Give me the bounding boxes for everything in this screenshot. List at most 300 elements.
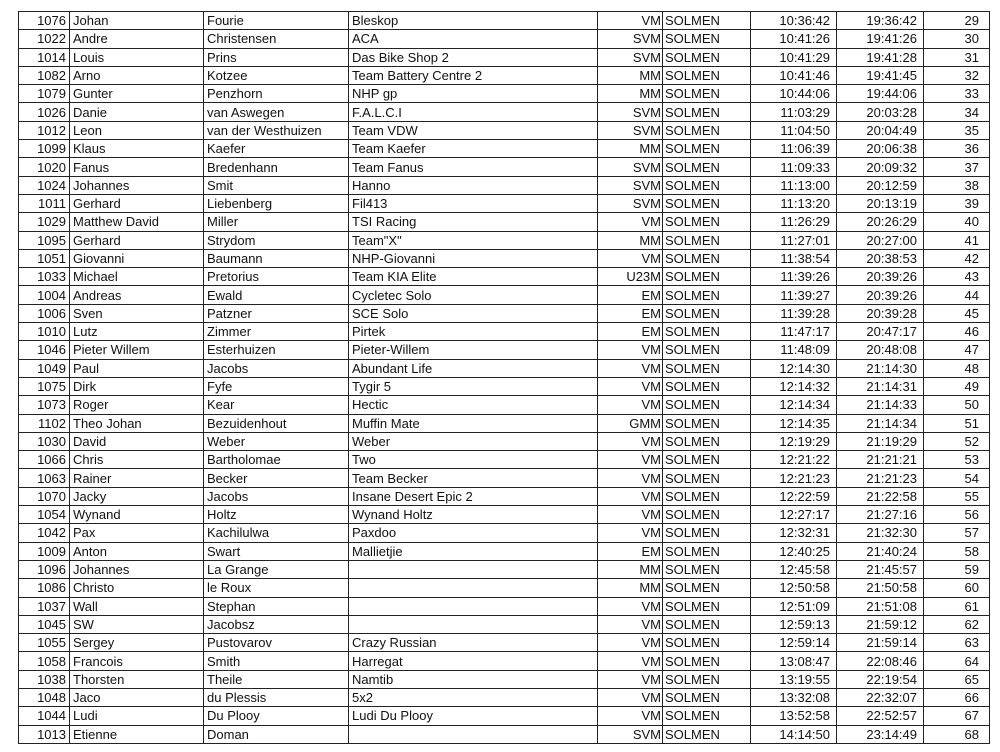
first-name-cell: Michael [70, 268, 204, 286]
table-row [19, 542, 990, 560]
total-time-cell: 22:52:57 [837, 707, 924, 725]
race-number-cell: 1029 [19, 213, 70, 231]
category-cell: SVM [598, 176, 663, 194]
total-time-cell: 20:26:29 [837, 213, 924, 231]
race-time-cell: 11:39:26 [751, 268, 837, 286]
race-number-cell: 1055 [19, 634, 70, 652]
total-time-cell: 22:19:54 [837, 670, 924, 688]
race-number-cell: 1070 [19, 487, 70, 505]
last-name-cell: Kaefer [204, 140, 349, 158]
club-cell: SOLMEN [663, 140, 751, 158]
category-cell: VM [598, 487, 663, 505]
first-name-cell: Wall [70, 597, 204, 615]
race-number-cell: 1054 [19, 506, 70, 524]
category-cell: VM [598, 12, 663, 30]
position-cell: 41 [924, 231, 990, 249]
position-cell: 47 [924, 341, 990, 359]
team-name-cell: Weber [349, 432, 598, 450]
table-row [19, 560, 990, 578]
race-time-cell: 13:19:55 [751, 670, 837, 688]
position-cell: 37 [924, 158, 990, 176]
club-cell: SOLMEN [663, 213, 751, 231]
table-row [19, 194, 990, 212]
team-name-cell: Fil413 [349, 194, 598, 212]
total-time-cell: 20:09:32 [837, 158, 924, 176]
race-number-cell: 1096 [19, 560, 70, 578]
position-cell: 51 [924, 414, 990, 432]
race-number-cell: 1011 [19, 194, 70, 212]
total-time-cell: 21:50:58 [837, 579, 924, 597]
category-cell: VM [598, 213, 663, 231]
race-time-cell: 12:14:32 [751, 377, 837, 395]
last-name-cell: Stephan [204, 597, 349, 615]
total-time-cell: 20:47:17 [837, 323, 924, 341]
position-cell: 32 [924, 66, 990, 84]
category-cell: EM [598, 304, 663, 322]
first-name-cell: Jaco [70, 688, 204, 706]
team-name-cell: Abundant Life [349, 359, 598, 377]
last-name-cell: Bartholomae [204, 451, 349, 469]
total-time-cell: 20:13:19 [837, 194, 924, 212]
race-number-cell: 1046 [19, 341, 70, 359]
category-cell: EM [598, 323, 663, 341]
race-number-cell: 1013 [19, 725, 70, 743]
last-name-cell: Kachilulwa [204, 524, 349, 542]
position-cell: 39 [924, 194, 990, 212]
first-name-cell: Johannes [70, 560, 204, 578]
race-number-cell: 1058 [19, 652, 70, 670]
category-cell: VM [598, 469, 663, 487]
race-time-cell: 12:45:58 [751, 560, 837, 578]
total-time-cell: 20:04:49 [837, 121, 924, 139]
race-time-cell: 12:51:09 [751, 597, 837, 615]
race-time-cell: 11:38:54 [751, 249, 837, 267]
position-cell: 31 [924, 48, 990, 66]
race-number-cell: 1049 [19, 359, 70, 377]
last-name-cell: Prins [204, 48, 349, 66]
position-cell: 58 [924, 542, 990, 560]
first-name-cell: Sven [70, 304, 204, 322]
race-time-cell: 12:59:13 [751, 615, 837, 633]
last-name-cell: Esterhuizen [204, 341, 349, 359]
team-name-cell: Muffin Mate [349, 414, 598, 432]
category-cell: SVM [598, 30, 663, 48]
race-number-cell: 1044 [19, 707, 70, 725]
team-name-cell: F.A.L.C.I [349, 103, 598, 121]
table-row [19, 487, 990, 505]
race-number-cell: 1099 [19, 140, 70, 158]
table-row [19, 579, 990, 597]
total-time-cell: 21:27:16 [837, 506, 924, 524]
club-cell: SOLMEN [663, 158, 751, 176]
last-name-cell: Liebenberg [204, 194, 349, 212]
total-time-cell: 21:19:29 [837, 432, 924, 450]
last-name-cell: du Plessis [204, 688, 349, 706]
first-name-cell: Ludi [70, 707, 204, 725]
last-name-cell: van der Westhuizen [204, 121, 349, 139]
club-cell: SOLMEN [663, 652, 751, 670]
last-name-cell: Pretorius [204, 268, 349, 286]
race-number-cell: 1048 [19, 688, 70, 706]
last-name-cell: Theile [204, 670, 349, 688]
category-cell: MM [598, 140, 663, 158]
first-name-cell: Gerhard [70, 231, 204, 249]
table-row [19, 268, 990, 286]
race-time-cell: 12:14:35 [751, 414, 837, 432]
table-row [19, 432, 990, 450]
race-time-cell: 12:21:23 [751, 469, 837, 487]
last-name-cell: Ewald [204, 286, 349, 304]
race-number-cell: 1066 [19, 451, 70, 469]
club-cell: SOLMEN [663, 286, 751, 304]
team-name-cell: NHP gp [349, 85, 598, 103]
position-cell: 67 [924, 707, 990, 725]
last-name-cell: Doman [204, 725, 349, 743]
club-cell: SOLMEN [663, 670, 751, 688]
total-time-cell: 19:41:28 [837, 48, 924, 66]
first-name-cell: David [70, 432, 204, 450]
club-cell: SOLMEN [663, 707, 751, 725]
position-cell: 50 [924, 396, 990, 414]
first-name-cell: Francois [70, 652, 204, 670]
position-cell: 54 [924, 469, 990, 487]
first-name-cell: Lutz [70, 323, 204, 341]
race-number-cell: 1022 [19, 30, 70, 48]
team-name-cell: Tygir 5 [349, 377, 598, 395]
race-time-cell: 12:14:34 [751, 396, 837, 414]
team-name-cell: Team Becker [349, 469, 598, 487]
last-name-cell: Smith [204, 652, 349, 670]
team-name-cell: SCE Solo [349, 304, 598, 322]
table-row [19, 359, 990, 377]
category-cell: GMM [598, 414, 663, 432]
race-time-cell: 12:21:22 [751, 451, 837, 469]
race-time-cell: 11:48:09 [751, 341, 837, 359]
club-cell: SOLMEN [663, 304, 751, 322]
category-cell: VM [598, 615, 663, 633]
race-time-cell: 13:32:08 [751, 688, 837, 706]
position-cell: 29 [924, 12, 990, 30]
club-cell: SOLMEN [663, 231, 751, 249]
race-number-cell: 1030 [19, 432, 70, 450]
race-number-cell: 1026 [19, 103, 70, 121]
team-name-cell: Team"X" [349, 231, 598, 249]
race-number-cell: 1073 [19, 396, 70, 414]
last-name-cell: Bezuidenhout [204, 414, 349, 432]
race-number-cell: 1042 [19, 524, 70, 542]
total-time-cell: 21:51:08 [837, 597, 924, 615]
position-cell: 57 [924, 524, 990, 542]
team-name-cell: Pieter-Willem [349, 341, 598, 359]
team-name-cell: Cycletec Solo [349, 286, 598, 304]
position-cell: 52 [924, 432, 990, 450]
category-cell: VM [598, 432, 663, 450]
total-time-cell: 21:45:57 [837, 560, 924, 578]
table-row [19, 688, 990, 706]
team-name-cell: TSI Racing [349, 213, 598, 231]
race-time-cell: 12:27:17 [751, 506, 837, 524]
race-number-cell: 1010 [19, 323, 70, 341]
club-cell: SOLMEN [663, 66, 751, 84]
position-cell: 66 [924, 688, 990, 706]
table-row [19, 103, 990, 121]
team-name-cell: Pirtek [349, 323, 598, 341]
club-cell: SOLMEN [663, 597, 751, 615]
club-cell: SOLMEN [663, 377, 751, 395]
last-name-cell: Jacobs [204, 487, 349, 505]
race-number-cell: 1014 [19, 48, 70, 66]
club-cell: SOLMEN [663, 30, 751, 48]
club-cell: SOLMEN [663, 725, 751, 743]
table-row [19, 176, 990, 194]
table-row [19, 304, 990, 322]
first-name-cell: Gerhard [70, 194, 204, 212]
category-cell: SVM [598, 725, 663, 743]
total-time-cell: 19:41:26 [837, 30, 924, 48]
category-cell: EM [598, 542, 663, 560]
total-time-cell: 20:12:59 [837, 176, 924, 194]
total-time-cell: 19:41:45 [837, 66, 924, 84]
table-row [19, 670, 990, 688]
race-time-cell: 12:32:31 [751, 524, 837, 542]
position-cell: 44 [924, 286, 990, 304]
table-row [19, 249, 990, 267]
race-time-cell: 11:04:50 [751, 121, 837, 139]
last-name-cell: Bredenhann [204, 158, 349, 176]
position-cell: 40 [924, 213, 990, 231]
first-name-cell: Andreas [70, 286, 204, 304]
club-cell: SOLMEN [663, 560, 751, 578]
race-number-cell: 1045 [19, 615, 70, 633]
total-time-cell: 20:39:26 [837, 286, 924, 304]
table-row [19, 213, 990, 231]
position-cell: 61 [924, 597, 990, 615]
total-time-cell: 21:14:33 [837, 396, 924, 414]
first-name-cell: Etienne [70, 725, 204, 743]
race-time-cell: 13:08:47 [751, 652, 837, 670]
table-row [19, 12, 990, 30]
race-time-cell: 11:03:29 [751, 103, 837, 121]
last-name-cell: van Aswegen [204, 103, 349, 121]
first-name-cell: Arno [70, 66, 204, 84]
team-name-cell: Paxdoo [349, 524, 598, 542]
category-cell: VM [598, 377, 663, 395]
table-row [19, 121, 990, 139]
total-time-cell: 20:38:53 [837, 249, 924, 267]
table-row [19, 469, 990, 487]
position-cell: 45 [924, 304, 990, 322]
race-time-cell: 12:19:29 [751, 432, 837, 450]
position-cell: 30 [924, 30, 990, 48]
club-cell: SOLMEN [663, 487, 751, 505]
table-row [19, 707, 990, 725]
last-name-cell: le Roux [204, 579, 349, 597]
position-cell: 38 [924, 176, 990, 194]
team-name-cell [349, 725, 598, 743]
first-name-cell: Fanus [70, 158, 204, 176]
total-time-cell: 21:14:30 [837, 359, 924, 377]
results-table [18, 11, 990, 744]
first-name-cell: Louis [70, 48, 204, 66]
category-cell: MM [598, 66, 663, 84]
team-name-cell: Insane Desert Epic 2 [349, 487, 598, 505]
race-time-cell: 11:13:20 [751, 194, 837, 212]
first-name-cell: Roger [70, 396, 204, 414]
team-name-cell: Bleskop [349, 12, 598, 30]
total-time-cell: 20:39:28 [837, 304, 924, 322]
team-name-cell: Wynand Holtz [349, 506, 598, 524]
table-row [19, 377, 990, 395]
race-number-cell: 1009 [19, 542, 70, 560]
category-cell: VM [598, 597, 663, 615]
position-cell: 60 [924, 579, 990, 597]
total-time-cell: 20:03:28 [837, 103, 924, 121]
table-row [19, 652, 990, 670]
club-cell: SOLMEN [663, 103, 751, 121]
race-number-cell: 1082 [19, 66, 70, 84]
total-time-cell: 20:27:00 [837, 231, 924, 249]
first-name-cell: Jacky [70, 487, 204, 505]
first-name-cell: Pax [70, 524, 204, 542]
table-row [19, 597, 990, 615]
club-cell: SOLMEN [663, 359, 751, 377]
total-time-cell: 20:39:26 [837, 268, 924, 286]
first-name-cell: Dirk [70, 377, 204, 395]
first-name-cell: Christo [70, 579, 204, 597]
table-row [19, 615, 990, 633]
last-name-cell: Miller [204, 213, 349, 231]
race-time-cell: 11:47:17 [751, 323, 837, 341]
table-row [19, 506, 990, 524]
total-time-cell: 22:08:46 [837, 652, 924, 670]
position-cell: 43 [924, 268, 990, 286]
first-name-cell: Anton [70, 542, 204, 560]
first-name-cell: Matthew David [70, 213, 204, 231]
table-row [19, 341, 990, 359]
first-name-cell: Rainer [70, 469, 204, 487]
race-number-cell: 1012 [19, 121, 70, 139]
category-cell: MM [598, 560, 663, 578]
race-number-cell: 1006 [19, 304, 70, 322]
category-cell: VM [598, 707, 663, 725]
total-time-cell: 21:22:58 [837, 487, 924, 505]
team-name-cell: Hanno [349, 176, 598, 194]
total-time-cell: 20:48:08 [837, 341, 924, 359]
race-number-cell: 1086 [19, 579, 70, 597]
club-cell: SOLMEN [663, 396, 751, 414]
race-number-cell: 1033 [19, 268, 70, 286]
category-cell: EM [598, 286, 663, 304]
table-row [19, 323, 990, 341]
total-time-cell: 21:21:23 [837, 469, 924, 487]
last-name-cell: Christensen [204, 30, 349, 48]
table-row [19, 524, 990, 542]
position-cell: 33 [924, 85, 990, 103]
club-cell: SOLMEN [663, 524, 751, 542]
table-row [19, 396, 990, 414]
last-name-cell: Strydom [204, 231, 349, 249]
total-time-cell: 21:59:12 [837, 615, 924, 633]
team-name-cell: Das Bike Shop 2 [349, 48, 598, 66]
last-name-cell: Kotzee [204, 66, 349, 84]
category-cell: SVM [598, 48, 663, 66]
first-name-cell: Leon [70, 121, 204, 139]
race-number-cell: 1024 [19, 176, 70, 194]
total-time-cell: 21:59:14 [837, 634, 924, 652]
race-time-cell: 10:36:42 [751, 12, 837, 30]
club-cell: SOLMEN [663, 469, 751, 487]
last-name-cell: Becker [204, 469, 349, 487]
position-cell: 34 [924, 103, 990, 121]
team-name-cell: Team Kaefer [349, 140, 598, 158]
race-time-cell: 11:26:29 [751, 213, 837, 231]
position-cell: 62 [924, 615, 990, 633]
table-row [19, 451, 990, 469]
club-cell: SOLMEN [663, 121, 751, 139]
position-cell: 53 [924, 451, 990, 469]
club-cell: SOLMEN [663, 249, 751, 267]
race-time-cell: 10:41:29 [751, 48, 837, 66]
first-name-cell: Giovanni [70, 249, 204, 267]
club-cell: SOLMEN [663, 12, 751, 30]
first-name-cell: Pieter Willem [70, 341, 204, 359]
race-number-cell: 1051 [19, 249, 70, 267]
total-time-cell: 21:40:24 [837, 542, 924, 560]
category-cell: VM [598, 670, 663, 688]
team-name-cell: Team Fanus [349, 158, 598, 176]
last-name-cell: Baumann [204, 249, 349, 267]
race-number-cell: 1075 [19, 377, 70, 395]
club-cell: SOLMEN [663, 506, 751, 524]
category-cell: VM [598, 359, 663, 377]
table-row [19, 158, 990, 176]
category-cell: SVM [598, 121, 663, 139]
category-cell: VM [598, 524, 663, 542]
first-name-cell: Sergey [70, 634, 204, 652]
team-name-cell: Ludi Du Plooy [349, 707, 598, 725]
club-cell: SOLMEN [663, 85, 751, 103]
category-cell: VM [598, 249, 663, 267]
race-time-cell: 11:27:01 [751, 231, 837, 249]
race-number-cell: 1004 [19, 286, 70, 304]
position-cell: 36 [924, 140, 990, 158]
results-body [19, 12, 990, 744]
category-cell: VM [598, 341, 663, 359]
first-name-cell: SW [70, 615, 204, 633]
total-time-cell: 19:44:06 [837, 85, 924, 103]
race-time-cell: 11:39:27 [751, 286, 837, 304]
team-name-cell: 5x2 [349, 688, 598, 706]
category-cell: VM [598, 688, 663, 706]
last-name-cell: Swart [204, 542, 349, 560]
position-cell: 63 [924, 634, 990, 652]
category-cell: U23M [598, 268, 663, 286]
category-cell: VM [598, 396, 663, 414]
club-cell: SOLMEN [663, 634, 751, 652]
category-cell: VM [598, 634, 663, 652]
race-time-cell: 10:41:46 [751, 66, 837, 84]
table-row [19, 30, 990, 48]
team-name-cell [349, 579, 598, 597]
last-name-cell: Du Plooy [204, 707, 349, 725]
table-row [19, 85, 990, 103]
race-time-cell: 11:13:00 [751, 176, 837, 194]
position-cell: 46 [924, 323, 990, 341]
club-cell: SOLMEN [663, 48, 751, 66]
club-cell: SOLMEN [663, 341, 751, 359]
position-cell: 48 [924, 359, 990, 377]
club-cell: SOLMEN [663, 432, 751, 450]
